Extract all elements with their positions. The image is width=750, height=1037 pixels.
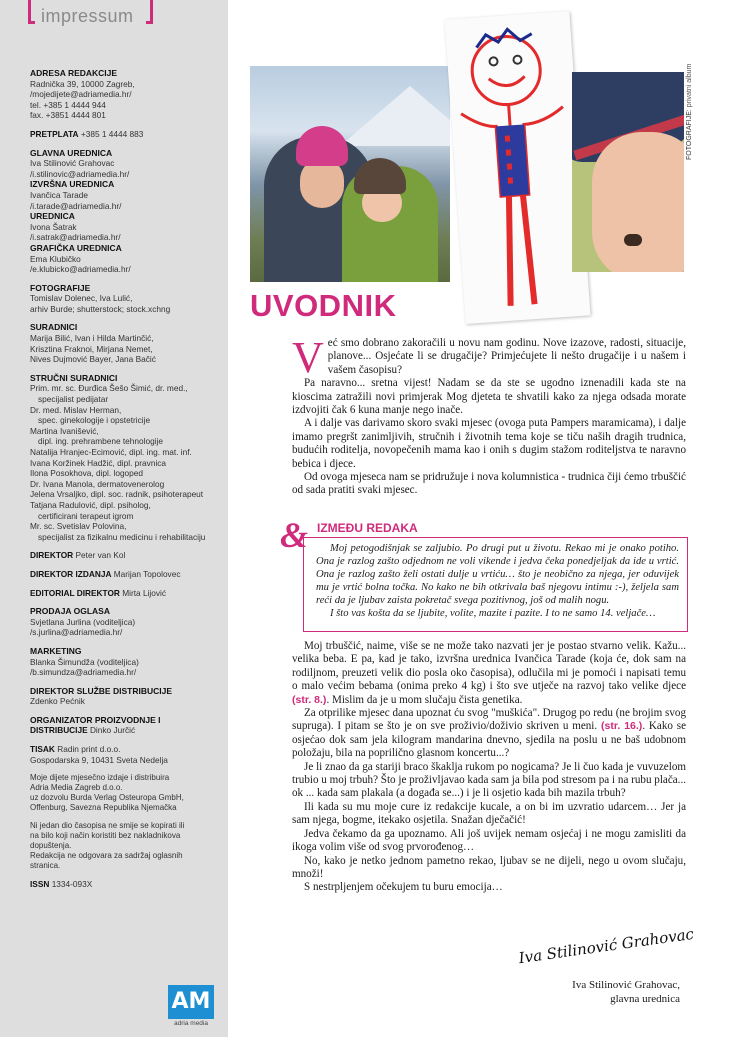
address-email: /mojedijete@adriamedia.hr/: [30, 89, 132, 100]
napomena-line: stranica.: [30, 861, 61, 871]
strucni-line: Ivana Koržinek Hadžić, dipl. pravnica: [30, 457, 167, 468]
address-phone: tel. +385 1 4444 944: [30, 99, 106, 110]
editorial-value: Mirta Lijović: [122, 587, 167, 598]
suradnici-line: Krisztina Fraknoi, Mirjana Nemet,: [30, 343, 153, 354]
child-drawing-photo: [445, 11, 591, 324]
baby-eye: [624, 234, 642, 246]
direktor-izdanja-label: DIREKTOR IZDANJA: [30, 568, 112, 579]
marketing-name: Blanka Šimundža (voditeljica): [30, 656, 139, 667]
article-body-bottom: [292, 640, 686, 895]
strucni-line: specijalist za fizikalnu medicinu i rehabilitaciju: [38, 531, 206, 542]
strucni-line: Jelena Vrsaljko, dipl. soc. radnik, psihoterapeut: [30, 489, 204, 500]
napomena-line: Redakcija ne odgovara za sadržaj oglasnih: [30, 851, 183, 861]
article-paragraph: Jedva čekamo da ga upoznamo. Ali još uvijek nemam osjećaj i ne mogu zamisliti da ikoga volim više od svog prvorođenog…: [292, 827, 686, 854]
prodaja-name: Svjetlana Jurlina (voditeljica): [30, 616, 136, 627]
staff-block: [30, 148, 222, 275]
article-paragraph: S nestrpljenjem očekujem tu buru emocija…: [304, 881, 503, 894]
bracket-left: [28, 0, 35, 24]
signature-role: glavna urednica: [610, 992, 680, 1005]
drop-cap: V: [292, 333, 324, 382]
suradnici-line: Nives Dujmović Bayer, Jana Bačić: [30, 354, 156, 365]
prodaja-email: /s.jurlina@adriamedia.hr/: [30, 627, 123, 638]
paragraph-text: eć smo dobrano zakoračili u novu nam godinu. Nove izazove, radosti, situacije, planove... Osjećate li se drugačije? Primjećujete li nešto drugačije i u našem i vašem časopisu?: [327, 337, 686, 376]
prodaja-block: [30, 606, 222, 638]
page-reference: (str. 16.): [600, 720, 643, 733]
adria-media-logo: [168, 985, 214, 1029]
pretplata-block: [30, 129, 222, 140]
graficka-urednica-title: GRAFIČKA UREDNICA: [30, 242, 122, 253]
fotografije-block: [30, 283, 222, 315]
napomena-line: dopuštenja.: [30, 841, 72, 851]
strucni-line: Tatjana Radulović, dipl. psiholog,: [30, 499, 151, 510]
fotografije-line: Tomislav Dolenec, Iva Lulić,: [30, 293, 133, 304]
editorial-label: EDITORIAL DIREKTOR: [30, 587, 120, 598]
izdavac-line: Adria Media Zagreb d.o.o.: [30, 783, 123, 793]
izdavac-line: Offenburg, Savezna Republika Njemačka: [30, 803, 177, 813]
pretplata-label: PRETPLATA: [30, 128, 79, 139]
article-paragraph: No, kako je netko jednom pametno rekao, ljubav se ne dijeli, nego u ovom slučaju, množi!: [292, 854, 686, 880]
impressum-list: [30, 68, 222, 898]
mother-child-photo: [250, 66, 450, 282]
pretplata-value: +385 1 4444 883: [80, 128, 144, 139]
marketing-title: MARKETING: [30, 645, 82, 656]
article-paragraph: [292, 707, 686, 761]
page-title: UVODNIK: [250, 288, 397, 323]
address-block: [30, 68, 222, 121]
organizator-block: [30, 715, 222, 736]
strucni-line: spec. ginekologije i opstetricije: [38, 415, 151, 426]
tisak-block: [30, 744, 222, 765]
logo-mark: AM: [168, 985, 214, 1019]
urednica-title: UREDNICA: [30, 211, 75, 222]
editorial-block: [30, 588, 222, 599]
strucni-title: STRUČNI SURADNICI: [30, 372, 118, 383]
distribucija-block: [30, 686, 222, 707]
marketing-block: [30, 646, 222, 678]
suradnici-line: Marija Bilić, Ivan i Hilda Martinčić,: [30, 333, 154, 344]
photo-credit-value: privatni album: [686, 63, 693, 108]
fotografije-title: FOTOGRAFIJE: [30, 282, 91, 293]
izdavac-block: [30, 773, 222, 813]
urednica-email: /i.satrak@adriamedia.hr/: [30, 232, 121, 243]
distribucija-title: DIREKTOR SLUŽBE DISTRIBUCIJE: [30, 685, 172, 696]
organizator-value: Dinko Jurčić: [89, 725, 136, 736]
article-paragraph: [292, 333, 686, 382]
izvrsna-urednica-title: IZVRŠNA UREDNICA: [30, 179, 115, 190]
between-lines-box: [303, 537, 688, 632]
paragraph-text: . Kako se osjećao dok sam jela kilogram mandarina dnevno, sjedila na poslu u ne baš udobnom položaju, bila na poprilično glasnom koncertu...?: [292, 720, 686, 760]
impressum-title: impressum: [41, 6, 134, 26]
strucni-line: Ilona Posokhova, dipl. logoped: [30, 468, 144, 479]
bracket-right: [146, 0, 153, 24]
article-paragraph: Je li znao da ga stariji braco škaklja rukom po nogicama? Je li čuo kada je vuvuzelom trubio u moj trbuh? Što je proživljavao kada sam ja bila pod stresom pa i na rubu plača... ok ... kada sam plakala (a događa se...) i je li osjetio kada bih mazila trbuh?: [292, 760, 686, 800]
napomena-block: [30, 821, 222, 871]
strucni-line: dipl. ing. prehrambene tehnologije: [38, 436, 164, 447]
fotografije-line: arhiv Burde; shutterstock; stock.xchng: [30, 303, 171, 314]
article-paragraph: Ili kada su mu moje cure iz redakcije kucale, a on bi im uzvratio udarcem… Jer ja sam njega, bogme, itekako osjetila. Snažan dječačić!: [292, 800, 686, 827]
article-paragraph: [292, 640, 686, 707]
article-body-top: [292, 333, 686, 498]
logo-text: adria media: [174, 1020, 208, 1027]
direktor-izdanja-value: Marijan Topolovec: [113, 568, 181, 579]
strucni-line: Dr. Ivana Manola, dermatovenerolog: [30, 478, 165, 489]
paragraph-text: . Mislim da je u mom slučaju čista genetika.: [326, 693, 523, 706]
suradnici-title: SURADNICI: [30, 322, 78, 333]
strucni-line: Dr. med. Mislav Herman,: [30, 404, 122, 415]
address-fax: fax. +3851 4444 801: [30, 110, 106, 121]
box-title: IZMEĐU REDAKA: [317, 521, 418, 535]
glavna-urednica-title: GLAVNA UREDNICA: [30, 147, 113, 158]
izdavac-line: uz dozvolu Burda Verlag Osteuropa GmbH,: [30, 793, 184, 803]
direktor-label: DIREKTOR: [30, 550, 74, 561]
urednica-name: Ivona Šatrak: [30, 221, 77, 232]
photo-credit-label: FOTOGRAFIJE:: [686, 109, 693, 160]
strucni-list: [30, 383, 222, 542]
direktor-block: [30, 550, 222, 561]
tisak-value: Radin print d.o.o.: [57, 744, 121, 755]
organizator-title: ORGANIZATOR PROIZVODNJE I: [30, 714, 161, 725]
napomena-line: na bilo koji način koristiti bez nakladnikova: [30, 831, 181, 841]
distribucija-name: Zdenko Pećnik: [30, 696, 85, 707]
handwritten-signature: Iva Stilinović Grahovac: [517, 924, 695, 968]
direktor-value: Peter van Kol: [75, 550, 126, 561]
tisak-label: TISAK: [30, 744, 55, 755]
paragraph-text: Za otprilike mjesec dana upoznat ću svog "muškića". Drugog po redu (ne brojim svog supruga). I pitam se što je on sve proživio/doživio skriven u meni.: [292, 707, 686, 733]
suradnici-block: [30, 322, 222, 364]
box-paragraph: I što vas košta da se ljubite, volite, mazite i pazite. I to ne samo 14. veljače…: [330, 608, 656, 620]
glavna-urednica-name: Iva Stilinović Grahovac: [30, 158, 115, 169]
izvrsna-urednica-name: Ivančica Tarade: [30, 189, 88, 200]
strucni-line: Natalija Hranjec-Ecimović, dipl. ing. mat. inf.: [30, 447, 192, 457]
issn-block: [30, 879, 222, 890]
issn-value: 1334-093X: [51, 879, 93, 890]
prodaja-title: PRODAJA OGLASA: [30, 606, 110, 617]
address-line: Radnička 39, 10000 Zagreb,: [30, 78, 135, 89]
paragraph-text: Moj trbuščić, naime, više se ne može tako nazvati jer je postao stvarno velik. Kažu... velika beba. E pa, kad je tako, izvršna urednica Ivančica Tarade (koja će, dok sam na rodiljnom, preuzeti velik dio posla oko časopisa), odlučila mi je pomoći i napisati temu o malo većim bebama (onima preko 4 kg) i što sve utječe na razvoj tako velike djece: [292, 640, 686, 693]
strucni-line: Martina Ivanišević,: [30, 425, 99, 436]
article-paragraph: A i dalje vas darivamo skoro svaki mjesec (ovoga puta Pampers maramicama), i dalje imamo pregršt zanimljivih, stručnih i životnih tema koje se tiču naših dragih trudnica, budućih roditelja, novopečenih mama kao i onih s dugim stažom roditeljstva te naravno bebica i djece.: [292, 417, 686, 470]
glavna-urednica-email: /i.stilinovic@adriamedia.hr/: [30, 168, 130, 179]
graficka-urednica-name: Ema Klubičko: [30, 253, 81, 264]
direktor-izdanja-block: [30, 569, 222, 580]
graficka-urednica-email: /e.klubicko@adriamedia.hr/: [30, 264, 131, 275]
box-paragraph: Moj petogodišnjak se zaljubio. Po drugi put u životu. Rekao mi je onako potiho. Ona je razlog zašto odjednom ne voli vikende i jedva čeka ponedjeljak da ide u vrtić. Ona je razlog zašto želi ostati dulje u vrtiću… što je neobično za njega, jer oduvijek mu je vrtić bolna točka. No kako ne bih otkrivala baš njegovu intimu :-), željela sam reći da je ljubav zaista pokretač svega pozitivnog, još od malih nogu.: [316, 543, 679, 607]
baby-face: [592, 132, 684, 272]
photo-credit: [686, 30, 698, 160]
izdavac-line: Moje dijete mjesečno izdaje i distribuira: [30, 773, 170, 783]
strucni-block: [30, 373, 222, 543]
baby-face-photo: [572, 72, 684, 272]
signature-block: [560, 979, 680, 1006]
strucni-line: Mr. sc. Svetislav Polovina,: [30, 521, 127, 532]
tisak-address: Gospodarska 9, 10431 Sveta Nedelja: [30, 754, 168, 765]
strucni-line: certificirani terapeut igrom: [38, 510, 134, 521]
impressum-heading: [28, 0, 153, 34]
ampersand-icon: &: [280, 515, 309, 555]
izvrsna-urednica-email: /i.tarade@adriamedia.hr/: [30, 200, 122, 211]
napomena-line: Ni jedan dio časopisa ne smije se kopirati ili: [30, 821, 185, 831]
mountain-shape: [340, 86, 450, 146]
signature-name: Iva Stilinović Grahovac,: [572, 979, 680, 991]
strucni-line: Prim. mr. sc. Đurđica Šešo Šimić, dr. med.,: [30, 383, 188, 394]
marketing-email: /b.simundza@adriamedia.hr/: [30, 667, 137, 678]
page-reference: (str. 8.): [292, 693, 327, 706]
article-paragraph: Od ovoga mjeseca nam se pridružuje i nova kolumnistica - trudnica čiji ćemo trbuščić od sada pratiti svaki mjesec.: [292, 471, 686, 497]
article-paragraph: Pa naravno... sretna vijest! Nadam se da ste se ugodno iznenadili kada ste na kioscima zatražili novi primjerak Mog djeteta te shvatili kako za njega odsada morate izdvojiti čak 6 kuna manje nego inače.: [292, 377, 686, 417]
address-title: ADRESA REDAKCIJE: [30, 68, 118, 78]
child-drawing-illustration: [445, 11, 591, 324]
issn-label: ISSN: [30, 879, 50, 890]
strucni-line: specijalist pedijatar: [38, 394, 109, 405]
organizator-label: DISTRIBUCIJE: [30, 725, 88, 736]
